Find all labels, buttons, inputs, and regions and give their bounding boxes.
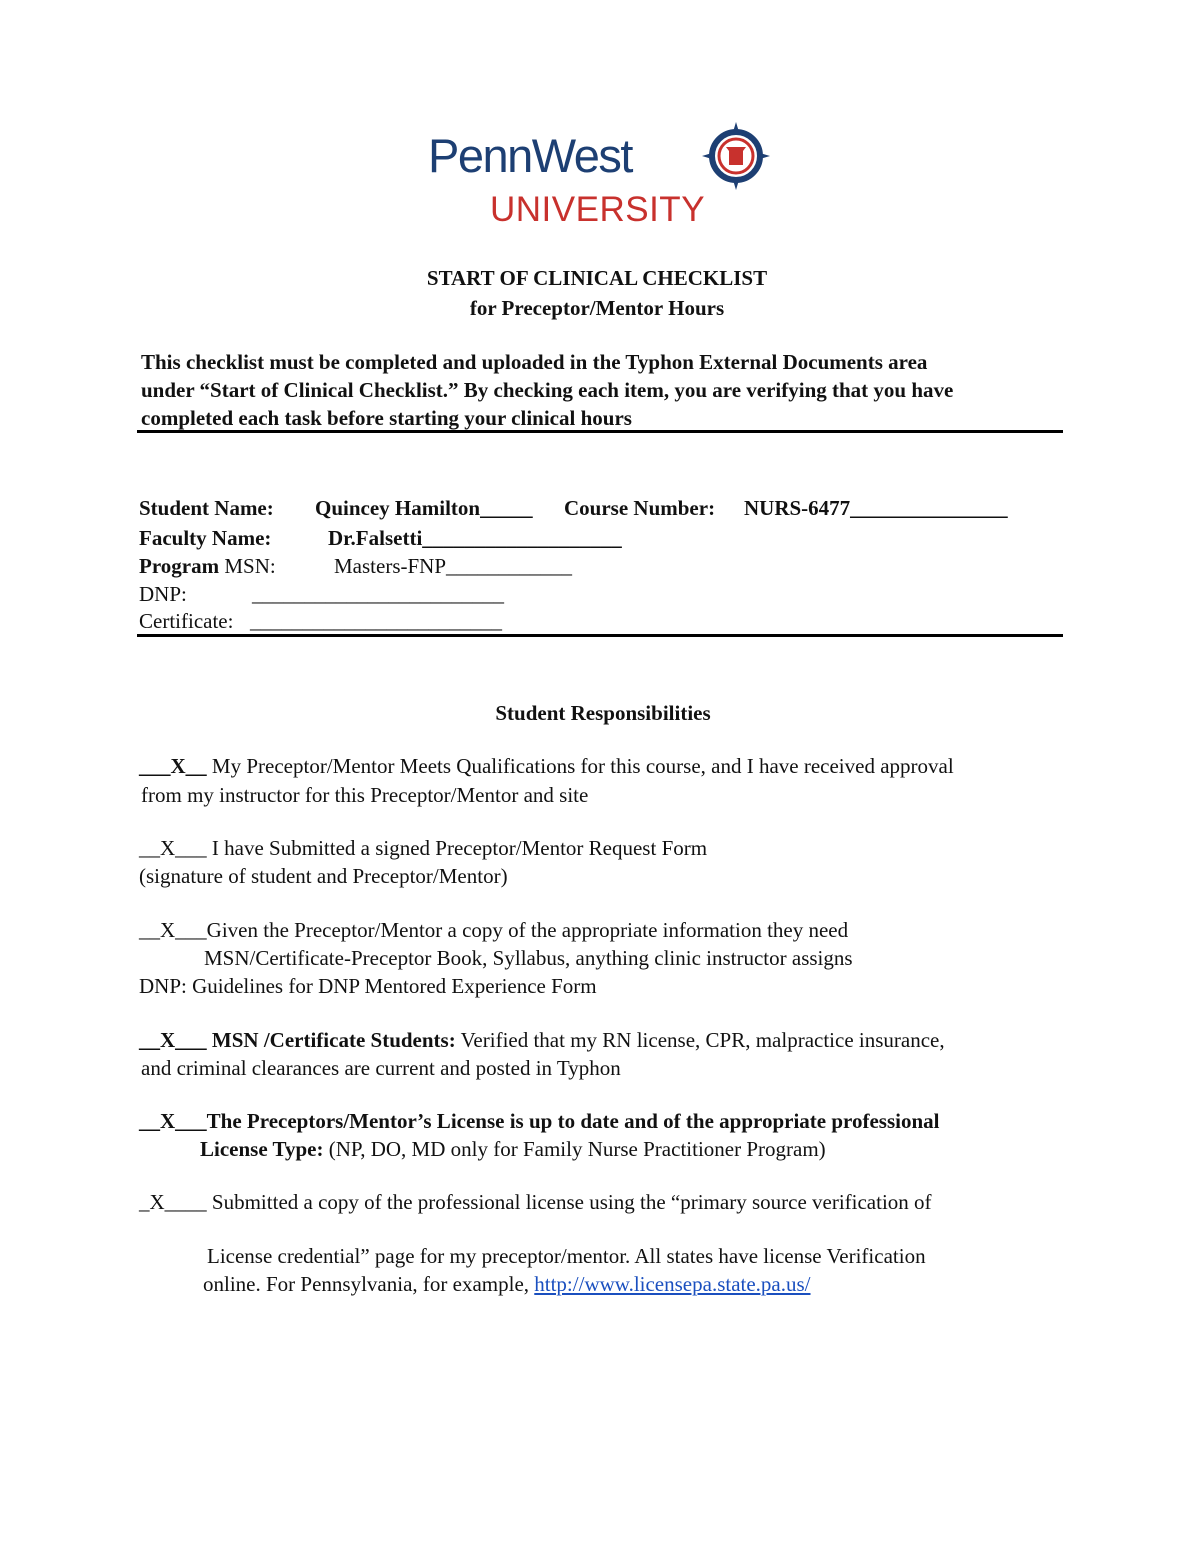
dnp-label: DNP: [139,582,187,606]
student-name-value: Quincey Hamilton_____ [315,496,533,520]
keystone-seal-icon [698,118,774,194]
checklist-item-2 [139,834,707,862]
check-mark: _X____ [139,1190,207,1214]
dnp-value: ________________________ [252,582,504,606]
certificate-value: ________________________ [250,609,502,633]
program-msn-row [139,552,276,580]
item-text: Submitted a copy of the professional license using the “primary source verification of [206,1190,932,1214]
item-text: The Preceptors/Mentor’s License is up to date and of the appropriate professional [206,1109,940,1133]
checklist-item-6 [139,1188,932,1216]
item-text: I have Submitted a signed Preceptor/Mentor Request Form [206,836,708,860]
item-text: Given the Preceptor/Mentor a copy of the appropriate information they need [206,918,849,942]
divider [137,430,1063,433]
page-subtitle: for Preceptor/Mentor Hours [469,296,725,320]
check-mark: __X___ [139,1028,207,1052]
checklist-item-3-cont: MSN/Certificate-Preceptor Book, Syllabus, anything clinic instructor assigns [204,946,853,970]
checklist-item-5 [139,1107,940,1135]
faculty-name-value: Dr.Falsetti___________________ [328,526,622,550]
checklist-item-1 [139,752,954,780]
faculty-name-label: Faculty Name: [139,526,272,550]
intro-line-1: This checklist must be completed and uploaded in the Typhon External Documents area [141,350,928,374]
checklist-item-3-dnp: DNP: Guidelines for DNP Mentored Experience Form [139,974,597,998]
item-bold-text: MSN /Certificate Students: [206,1028,456,1052]
page-title: START OF CLINICAL CHECKLIST [426,266,768,290]
checklist-item-5-cont [200,1135,826,1163]
course-number-label: Course Number: [564,496,716,520]
program-label: Program [139,554,220,578]
check-mark: ___X__ [139,754,207,778]
intro-line-3: completed each task before starting your clinical hours [141,406,632,430]
checklist-item-6-cont: License credential” page for my preceptor/mentor. All states have license Verification [207,1244,926,1268]
checklist-item-4-cont: and criminal clearances are current and posted in Typhon [141,1056,621,1080]
checklist-item-1-cont: from my instructor for this Preceptor/Mentor and site [141,783,589,807]
check-mark: __X___ [139,836,207,860]
checklist-item-3 [139,916,848,944]
certificate-label: Certificate: [139,609,234,633]
logo-name-text: PennWest [428,129,632,182]
intro-line-2: under “Start of Clinical Checklist.” By checking each item, you are verifying that you have [141,378,954,402]
student-name-label: Student Name: [139,496,274,520]
course-number-value: NURS-6477_______________ [744,496,1008,520]
divider [137,634,1063,637]
check-mark: __X___ [139,918,207,942]
section-heading: Student Responsibilities [495,701,711,725]
item-text: Verified that my RN license, CPR, malpractice insurance, [455,1028,945,1052]
license-verification-link[interactable]: http://www.licensepa.state.pa.us/ [534,1272,811,1296]
university-logo [428,118,773,238]
program-msn-value: Masters-FNP____________ [334,554,573,578]
program-msn-label: MSN: [224,554,276,578]
item-text: (NP, DO, MD only for Family Nurse Practitioner Program) [323,1137,826,1161]
checklist-item-2-cont: (signature of student and Preceptor/Mentor) [139,864,508,888]
checklist-item-6-link-line [203,1270,811,1298]
logo-university-text: UNIVERSITY [490,190,706,229]
item-text: online. For Pennsylvania, for example, [203,1272,535,1296]
item-text: My Preceptor/Mentor Meets Qualifications for this course, and I have received approval [206,754,954,778]
item-bold-text: License Type: [200,1137,324,1161]
checklist-item-4 [139,1026,945,1054]
check-mark: __X___ [139,1109,207,1133]
